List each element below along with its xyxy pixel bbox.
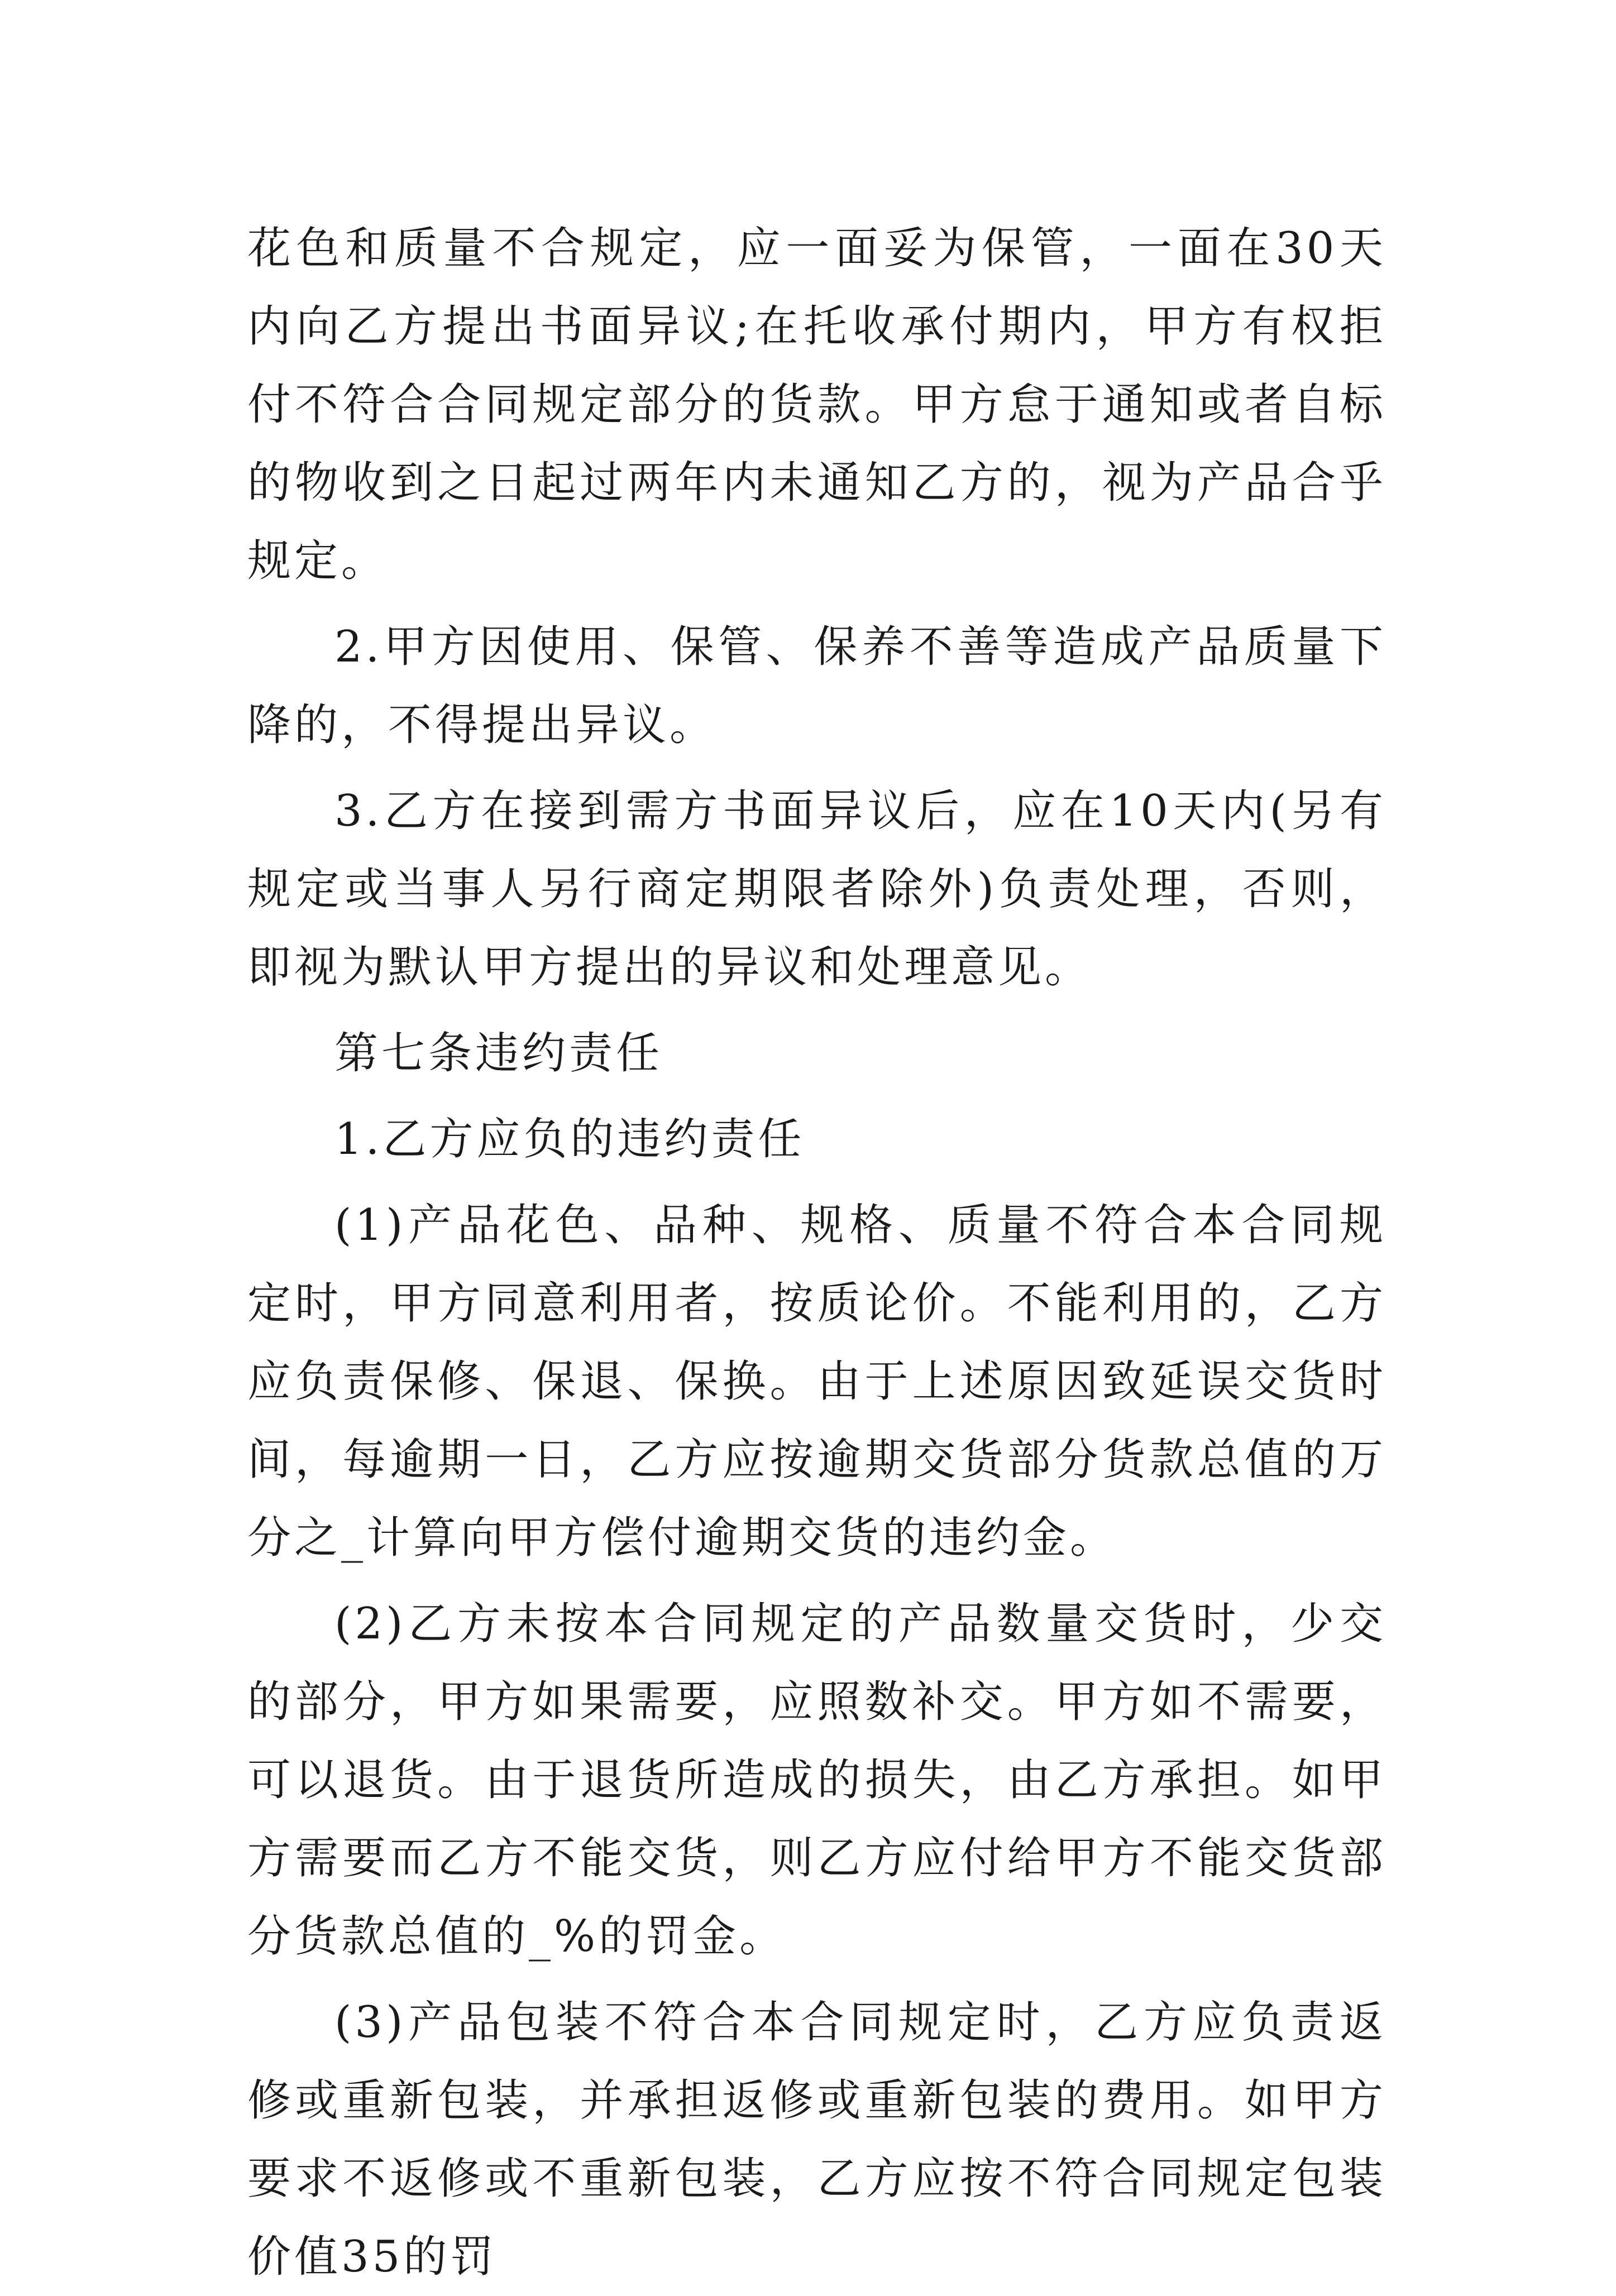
paragraph-item-1: (1)产品花色、品种、规格、质量不符合本合同规定时，甲方同意利用者，按质论价。不能利用的，乙方应负责保修、保退、保换。由于上述原因致延误交货时间，每逾期一日，乙方应按逾期交货部分货款总值的万分之_计算向甲方偿付逾期交货的违约金。 (247, 1200, 1386, 1563)
paragraph-item-2: (2)乙方未按本合同规定的产品数量交货时，少交的部分，甲方如果需要，应照数补交。甲方如不需要，可以退货。由于退货所造成的损失，由乙方承担。如甲方需要而乙方不能交货，则乙方应付给甲方不能交货部分货款总值的_%的罚金。 (247, 1599, 1386, 1962)
paragraph-clause-3: 3.乙方在接到需方书面异议后，应在10天内(另有规定或当事人另行商定期限者除外)负责处理，否则，即视为默认甲方提出的异议和处理意见。 (247, 786, 1386, 993)
section-heading-article-7: 第七条违约责任 (334, 1028, 663, 1079)
paragraph-clause-2: 2.甲方因使用、保管、保养不善等造成产品质量下降的，不得提出异议。 (247, 622, 1386, 750)
document-body (247, 209, 1386, 2296)
paragraph-quality-objection: 花色和质量不合规定，应一面妥为保管，一面在30天内向乙方提出书面异议;在托收承付期内，甲方有权拒付不符合合同规定部分的货款。甲方怠于通知或者自标的物收到之日起过两年内未通知乙方的，视为产品合乎规定。 (247, 223, 1386, 586)
paragraph-item-3: (3)产品包装不符合本合同规定时，乙方应负责返修或重新包装，并承担返修或重新包装的费用。如甲方要求不返修或不重新包装，乙方应按不符合同规定包装价值35的罚 (247, 1997, 1386, 2282)
subheading-seller-liability: 1.乙方应负的违约责任 (334, 1114, 805, 1164)
